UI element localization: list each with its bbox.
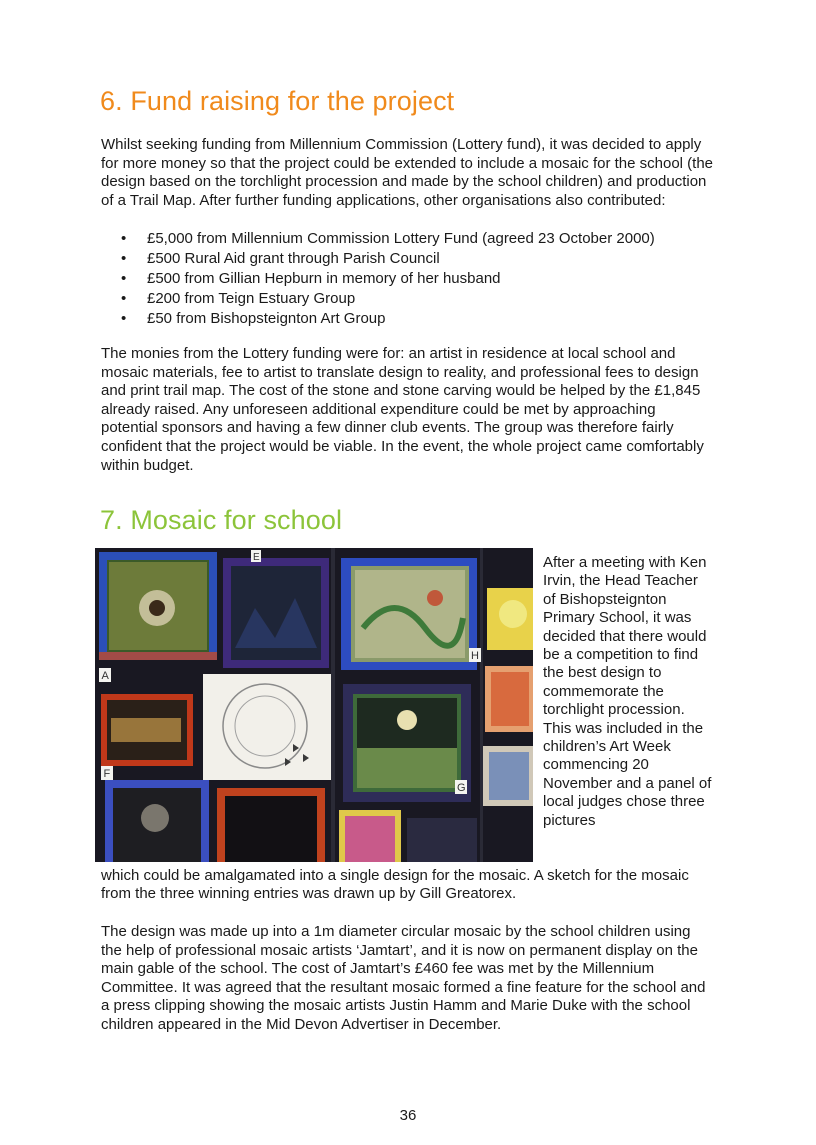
section-7-heading: 7. Mosaic for school bbox=[100, 505, 343, 535]
photo-label-h: H bbox=[471, 650, 479, 662]
monies-paragraph: The monies from the Lottery funding were for: an artist in residence at local school and mosaic materials, fee to artist to translate design to reality, and professional fees to design and print trail map. The cost of the stone and stone carving would be helped by the £1,845 already raised. Any unforeseen additional expenditure could be met by approaching potential sponsors and having a few dinner club events. The group was therefore fairly confident that the project would be viable. In the event, the whole project came comfortably within budget. bbox=[101, 345, 704, 474]
photo-label-e: E bbox=[253, 552, 260, 563]
page-number: 36 bbox=[399, 1107, 417, 1124]
list-item: • £50 from Bishopsteignton Art Group bbox=[101, 309, 655, 329]
funding-intro-paragraph: Whilst seeking funding from Millennium Commission (Lottery fund), it was decided to apply for more money so that the project could be extended to include a mosaic for the school (the design based on the torchlight procession and made by the school children) and production of a Trail Map. After further funding applications, other organisations also contributed: bbox=[101, 136, 714, 209]
list-item: • £500 from Gillian Hepburn in memory of her husband bbox=[101, 269, 655, 289]
mosaic-side-paragraph: After a meeting with Ken Irvin, the Head Teacher of Bishopsteignton Primary School, it was decided that there would be a competition to find the best design to commemorate the torchlight procession. This was included in the children’s Art Week commencing 20 November and a panel of local judges chose three pictures bbox=[543, 554, 712, 829]
list-item: • £200 from Teign Estuary Group bbox=[101, 289, 655, 309]
photo-label-g: G bbox=[457, 782, 466, 794]
mosaic-design-paragraph: The design was made up into a 1m diameter circular mosaic by the school children using the help of professional mosaic artists ‘Jamtart’, and it is now on permanent display on the main gable of the school. The cost of Jamtart’s £460 fee was met by the Millennium Committee. It was agreed that the resultant mosaic formed a fine feature for the school and a press clipping showing the mosaic artists Justin Hamm and Marie Duke with the school children appeared in the Mid Devon Advertiser in December. bbox=[101, 923, 706, 1033]
contributions-list bbox=[101, 229, 655, 329]
list-item: • £5,000 from Millennium Commission Lottery Fund (agreed 23 October 2000) bbox=[101, 229, 655, 249]
mosaic-continued-paragraph: which could be amalgamated into a single design for the mosaic. A sketch for the mosaic from the three winning entries was drawn up by Gill Greatorex. bbox=[101, 867, 689, 903]
photo-label-a: A bbox=[101, 670, 109, 682]
section-6-heading: 6. Fund raising for the project bbox=[100, 86, 455, 116]
photo-label-f: F bbox=[103, 768, 111, 780]
list-item: • £500 Rural Aid grant through Parish Council bbox=[101, 249, 655, 269]
art-display-photo bbox=[95, 548, 533, 862]
